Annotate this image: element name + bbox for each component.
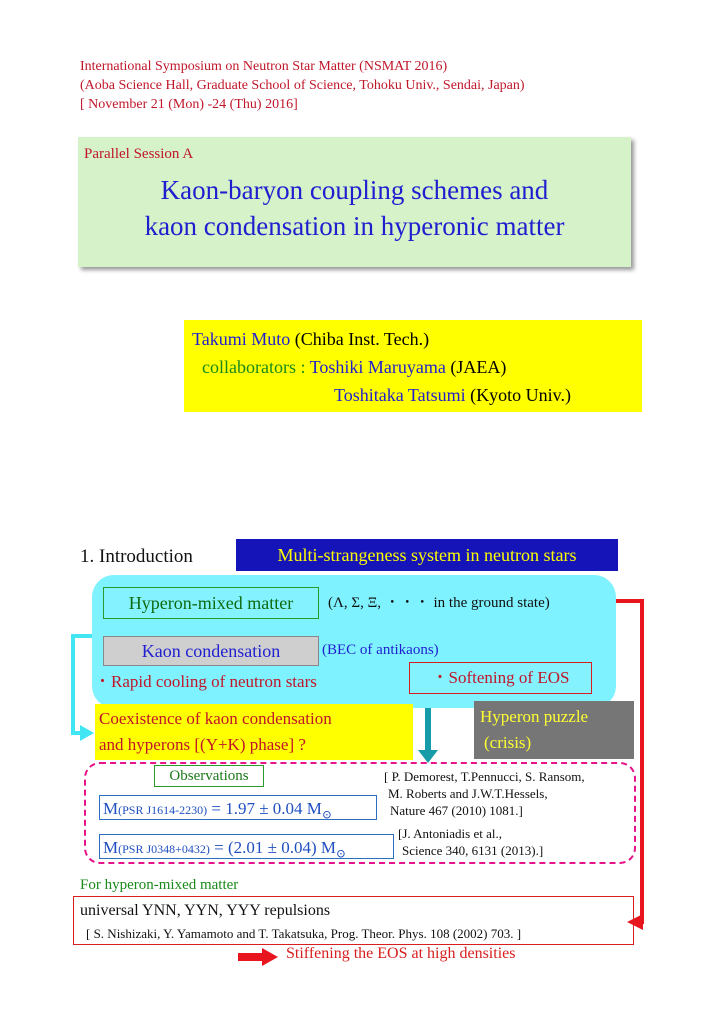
presenter-affiliation: (Chiba Inst. Tech.) [294, 329, 430, 349]
conference-venue: (Aoba Science Hall, Graduate School of Science, Tohoku Univ., Sendai, Japan) [80, 78, 525, 93]
puzzle-line-2: (crisis) [484, 733, 532, 752]
kaon-condensation-box: Kaon condensation [103, 636, 319, 666]
section-heading: 1. Introduction [80, 546, 193, 567]
mass-1-symbol: M [103, 799, 119, 818]
coexistence-box [95, 704, 413, 760]
bec-note: (BEC of antikaons) [322, 642, 439, 658]
stiffening-text: Stiffening the EOS at high densities [286, 945, 516, 962]
mass-2-pulsar: (PSR J0348+0432) [118, 842, 210, 856]
coexistence-line-1: Coexistence of kaon condensation [99, 709, 332, 728]
title-line-2: kaon condensation in hyperonic matter [144, 211, 565, 241]
mass-measurement-2 [99, 834, 394, 859]
observations-label: Observations [154, 765, 264, 787]
session-label: Parallel Session A [84, 146, 194, 162]
reference-1 [384, 768, 585, 819]
collaborator-1-affiliation: (JAEA) [450, 357, 507, 377]
repulsion-box [73, 896, 634, 945]
solar-mass-icon: ⊙ [336, 846, 347, 861]
collaborator-2-affiliation: (Kyoto Univ.) [470, 385, 571, 405]
puzzle-line-1: Hyperon puzzle [480, 707, 589, 726]
conference-name: International Symposium on Neutron Star Matter (NSMAT 2016) [80, 59, 448, 74]
collaborator-1-name: Toshiki Maruyama [309, 357, 446, 377]
collaborator-2-name: Toshitaka Tatsumi [334, 385, 466, 405]
cyan-bracket-arrow [73, 636, 92, 733]
mass-1-value: = 1.97 ± 0.04 M [207, 799, 322, 818]
ground-state-note: (Λ, Σ, Ξ, ・・・ in the ground state) [328, 595, 550, 611]
mass-1-pulsar: (PSR J1614-2230) [118, 803, 208, 817]
mass-measurement-1 [99, 795, 377, 820]
softening-eos-box: ・Softening of EOS [409, 662, 592, 694]
mass-2-symbol: M [103, 838, 119, 857]
rapid-cooling-text: ・Rapid cooling of neutron stars [94, 672, 317, 691]
collaborators-label: collaborators : [202, 357, 306, 377]
hyperon-puzzle-box [474, 701, 634, 759]
solar-mass-icon: ⊙ [321, 807, 332, 822]
reference-1-line-1: [ P. Demorest, T.Pennucci, S. Ransom, [384, 769, 585, 784]
mass-2-value: = (2.01 ± 0.04) M [209, 838, 337, 857]
reference-1-line-2: M. Roberts and J.W.T.Hessels, [388, 786, 548, 801]
for-hyperon-label: For hyperon-mixed matter [80, 877, 239, 893]
reference-3: [ S. Nishizaki, Y. Yamamoto and T. Takatsuka, Prog. Theor. Phys. 108 (2002) 703. ] [86, 926, 522, 941]
conference-dates: [ November 21 (Mon) -24 (Thu) 2016] [80, 97, 298, 112]
coexistence-line-2: and hyperons [(Y+K) phase] ? [99, 735, 306, 754]
reference-2-line-2: Science 340, 6131 (2013).] [402, 843, 544, 858]
universal-repulsion-text: universal YNN, YYN, YYY repulsions [80, 902, 331, 919]
presenter-name: Takumi Muto [192, 329, 291, 349]
reference-2-line-1: [J. Antoniadis et al., [398, 826, 502, 841]
cyan-arrowhead [80, 725, 94, 741]
reference-2 [398, 825, 543, 859]
hyperon-mixed-box: Hyperon-mixed matter [103, 587, 319, 619]
topic-banner: Multi-strangeness system in neutron stars [236, 539, 618, 571]
reference-1-line-3: Nature 467 (2010) 1081.] [390, 803, 523, 818]
stiffening-arrow-icon [238, 948, 278, 966]
title-line-1: Kaon-baryon coupling schemes and [160, 175, 549, 205]
